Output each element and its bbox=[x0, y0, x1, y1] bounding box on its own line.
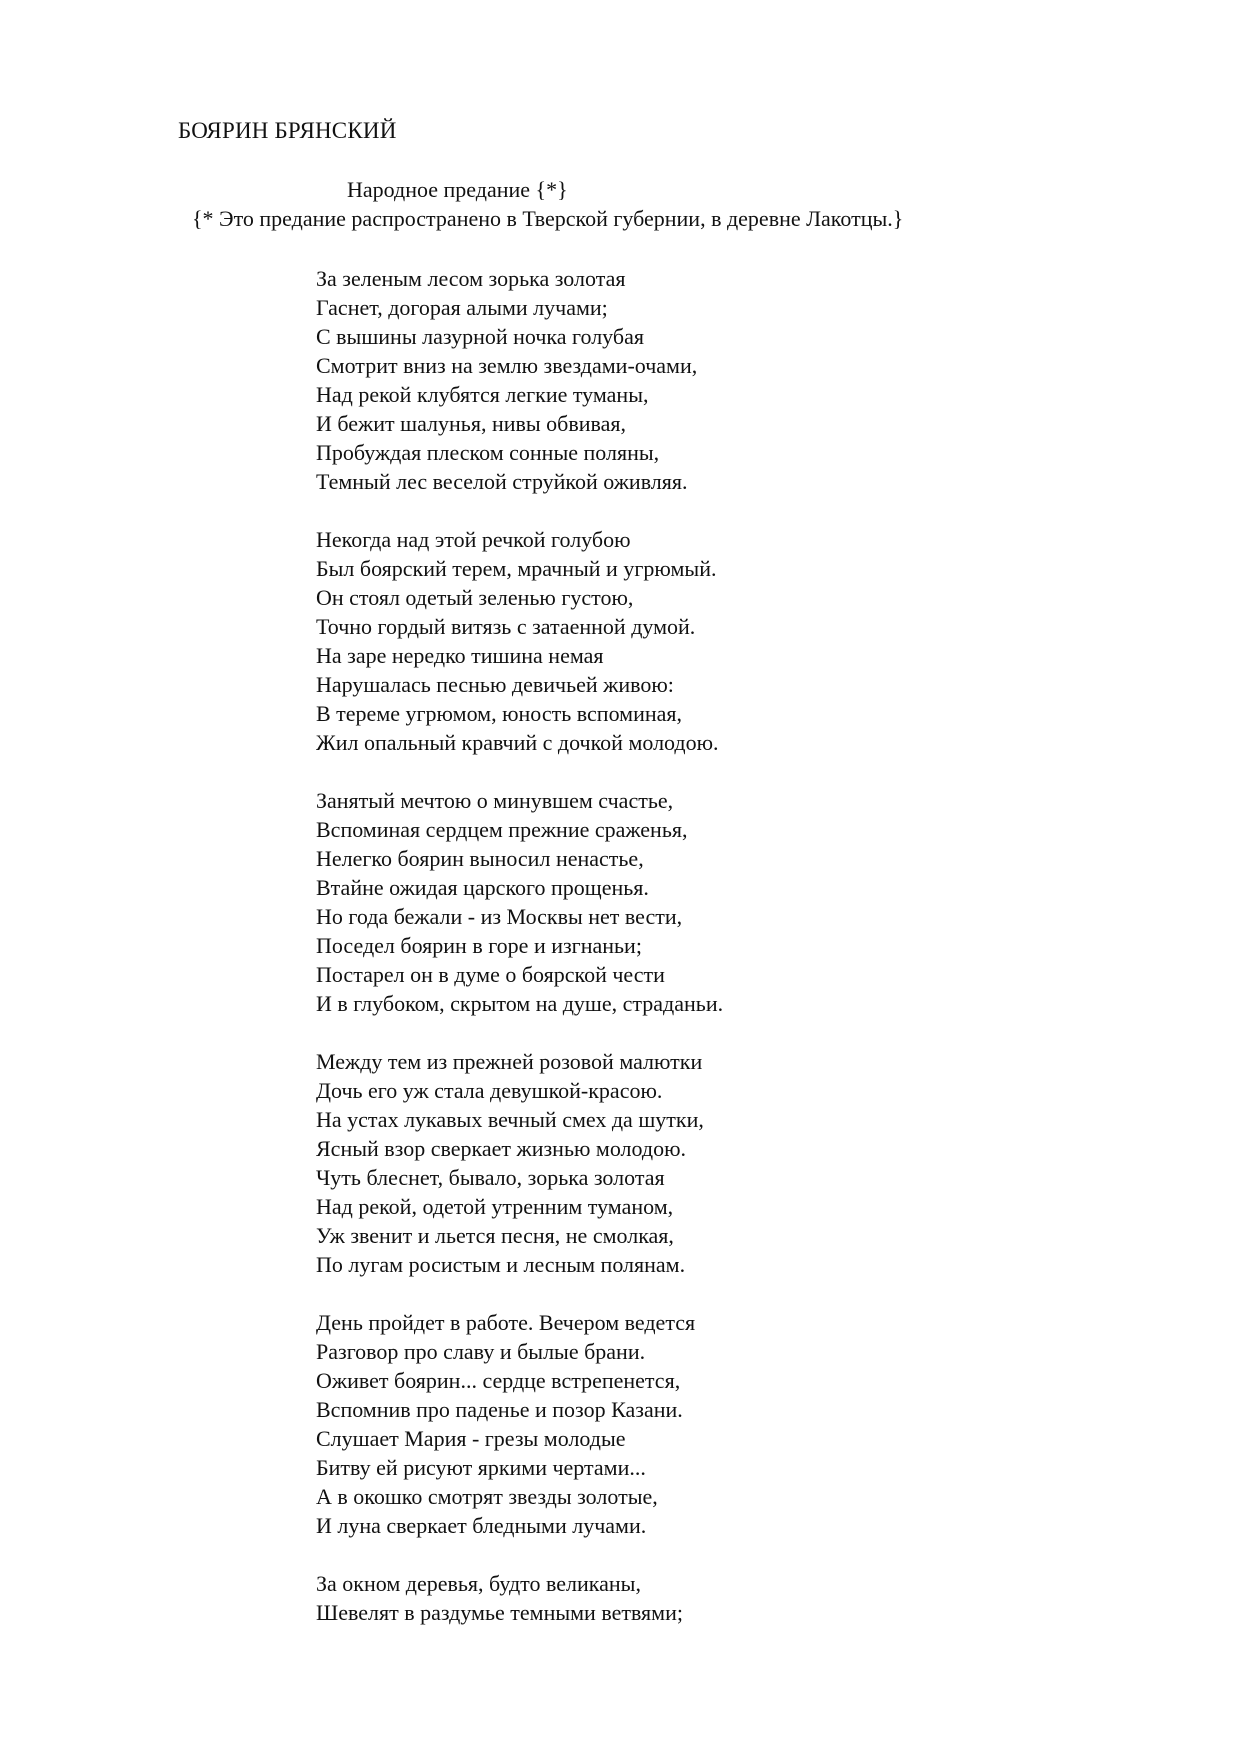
poem-line: Был боярский терем, мрачный и угрюмый. bbox=[316, 556, 717, 581]
poem-line: Уж звенит и льется песня, не смолкая, bbox=[316, 1223, 674, 1248]
poem-line: Битву ей рисуют яркими чертами... bbox=[316, 1455, 646, 1480]
poem-stanza bbox=[316, 1569, 723, 1627]
poem-stanza bbox=[316, 264, 723, 496]
poem-line: Шевелят в раздумье темными ветвями; bbox=[316, 1600, 683, 1625]
poem-line: И в глубоком, скрытом на душе, страданьи. bbox=[316, 991, 724, 1016]
poem-line: Гаснет, догорая алыми лучами; bbox=[316, 295, 608, 320]
poem-line: Вспомнив про паденье и позор Казани. bbox=[316, 1397, 683, 1422]
poem-line: За окном деревья, будто великаны, bbox=[316, 1571, 641, 1596]
poem-line: Но года бежали - из Москвы нет вести, bbox=[316, 904, 683, 929]
poem-line: Разговор про славу и былые брани. bbox=[316, 1339, 646, 1364]
poem-line: Над рекой клубятся легкие туманы, bbox=[316, 382, 649, 407]
poem-line: По лугам росистым и лесным полянам. bbox=[316, 1252, 686, 1277]
poem-line: За зеленым лесом зорька золотая bbox=[316, 266, 626, 291]
poem-line: А в окошко смотрят звезды золотые, bbox=[316, 1484, 658, 1509]
poem-line: Поседел боярин в горе и изгнаньи; bbox=[316, 933, 642, 958]
poem-body bbox=[316, 264, 723, 1656]
document-title: БОЯРИН БРЯНСКИЙ bbox=[178, 118, 397, 143]
poem-stanza bbox=[316, 1047, 723, 1279]
poem-stanza bbox=[316, 786, 723, 1018]
poem-line: С вышины лазурной ночка голубая bbox=[316, 324, 644, 349]
poem-line: Темный лес веселой струйкой оживляя. bbox=[316, 469, 688, 494]
poem-line: На заре нередко тишина немая bbox=[316, 643, 604, 668]
poem-line: Жил опальный кравчий с дочкой молодою. bbox=[316, 730, 719, 755]
document-subtitle: Народное предание {*} bbox=[347, 177, 568, 202]
poem-line: Чуть блеснет, бывало, зорька золотая bbox=[316, 1165, 665, 1190]
poem-line: Пробуждая плеском сонные поляны, bbox=[316, 440, 660, 465]
poem-stanza bbox=[316, 525, 723, 757]
poem-line: Между тем из прежней розовой малютки bbox=[316, 1049, 703, 1074]
poem-line: Дочь его уж стала девушкой-красою. bbox=[316, 1078, 663, 1103]
poem-line: Точно гордый витязь с затаенной думой. bbox=[316, 614, 696, 639]
poem-line: Слушает Мария - грезы молодые bbox=[316, 1426, 626, 1451]
poem-line: Занятый мечтою о минувшем счастье, bbox=[316, 788, 674, 813]
poem-line: Постарел он в думе о боярской чести bbox=[316, 962, 665, 987]
poem-line: Над рекой, одетой утренним туманом, bbox=[316, 1194, 674, 1219]
document-footnote: {* Это предание распространено в Тверской губернии, в деревне Лакотцы.} bbox=[192, 206, 904, 231]
poem-line: И луна сверкает бледными лучами. bbox=[316, 1513, 647, 1538]
poem-stanza bbox=[316, 1308, 723, 1540]
poem-line: Смотрит вниз на землю звездами-очами, bbox=[316, 353, 698, 378]
poem-line: Втайне ожидая царского прощенья. bbox=[316, 875, 649, 900]
poem-line: На устах лукавых вечный смех да шутки, bbox=[316, 1107, 704, 1132]
poem-line: И бежит шалунья, нивы обвивая, bbox=[316, 411, 626, 436]
poem-line: Нелегко боярин выносил ненастье, bbox=[316, 846, 644, 871]
poem-line: Оживет боярин... сердце встрепенется, bbox=[316, 1368, 681, 1393]
poem-line: В тереме угрюмом, юность вспоминая, bbox=[316, 701, 682, 726]
poem-line: Вспоминая сердцем прежние сраженья, bbox=[316, 817, 688, 842]
poem-line: Ясный взор сверкает жизнью молодою. bbox=[316, 1136, 687, 1161]
poem-line: Нарушалась песнью девичьей живою: bbox=[316, 672, 674, 697]
poem-line: Некогда над этой речкой голубою bbox=[316, 527, 631, 552]
poem-line: День пройдет в работе. Вечером ведется bbox=[316, 1310, 696, 1335]
poem-line: Он стоял одетый зеленью густою, bbox=[316, 585, 634, 610]
